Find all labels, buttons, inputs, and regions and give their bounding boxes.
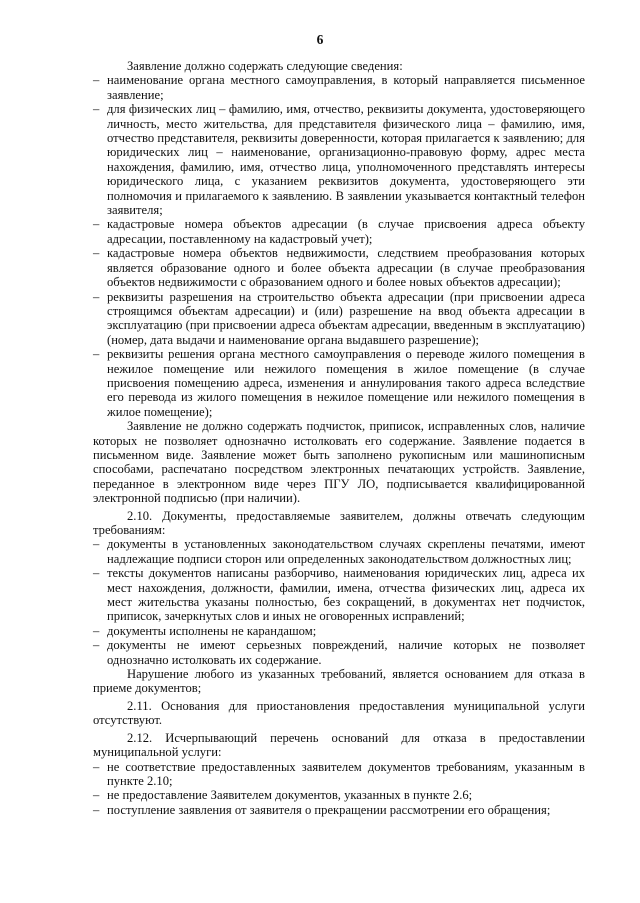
list-item [93, 246, 585, 289]
list-item-text: не предоставление Заявителем документов, указанных в пункте 2.6; [107, 788, 473, 803]
list-item [93, 102, 585, 217]
violation-paragraph: Нарушение любого из указанных требований, является основанием для отказа в приеме документов; [93, 667, 585, 696]
refusal-grounds-list [93, 760, 585, 818]
list-item [93, 788, 585, 802]
dash-bullet: – [93, 566, 100, 581]
list-item [93, 624, 585, 638]
list-item-text: реквизиты решения органа местного самоуправления о переводе жилого помещения в нежилое помещение или нежилого помещения в жилое помещение (в случае присвоения помещению адреса, изменения и аннулирования такого адреса вследствие его перевода из жилого помещения в нежилое помещение или нежилого помещения в жилое помещение); [107, 347, 585, 419]
dash-bullet: – [93, 102, 100, 117]
dash-bullet: – [93, 73, 100, 88]
list-item [93, 566, 585, 624]
dash-bullet: – [93, 537, 100, 552]
list-item [93, 638, 585, 667]
list-item [93, 290, 585, 348]
list-item-text: кадастровые номера объектов недвижимости, следствием преобразования которых является образование одного и более объекта адресации (в случае преобразования объектов недвижимости с образованием одного и более новых объектов адресации); [107, 246, 585, 290]
dash-bullet: – [93, 638, 100, 653]
no-erasures-paragraph: Заявление не должно содержать подчисток, приписок, исправленных слов, наличие которых не позволяет однозначно истолковать его содержание. Заявление подается в письменном виде. Заявление может быть заполнено рукописным или машинописным способами, распечатано посредством электронных печатающих устройств. Заявление, переданное в электронном виде через ПГУ ЛО, подписывается квалифицированной электронной подписью (при наличии). [93, 419, 585, 506]
list-item-text: тексты документов написаны разборчиво, наименования юридических лиц, адреса их мест нахождения, должности, фамилии, имена, отчества физических лиц, адреса их мест жительства указаны полностью, без сокращений, в документах нет подчисток, приписок, зачеркнутых слов и иных не оговоренных исправлений; [107, 566, 585, 624]
list-item-text: поступление заявления от заявителя о прекращении рассмотрении его обращения; [107, 802, 551, 817]
dash-bullet: – [93, 246, 100, 261]
list-item [93, 537, 585, 566]
list-item-text: кадастровые номера объектов адресации (в случае присвоения адреса объекту адресации, поставленному на кадастровый учет); [107, 217, 585, 246]
intro-paragraph: Заявление должно содержать следующие сведения: [127, 59, 403, 73]
dash-bullet: – [93, 802, 100, 817]
required-info-list [93, 73, 585, 419]
dash-bullet: – [93, 217, 100, 232]
list-item-text: для физических лиц – фамилию, имя, отчество, реквизиты документа, удостоверяющего личность, место жительства, для представителя физического лица – фамилию, имя, отчество представителя, реквизиты доверенности, которая прилагается к заявлению; для юридических лиц – наименование, организационно-правовую форму, адрес места нахождения, фамилию, имя, отчество лица, уполномоченного представлять интересы юридического лица, с указанием реквизитов документа, удостоверяющего эти полномочия и прилагаемого к заявлению. В заявлении указывается контактный телефон заявителя; [107, 102, 585, 218]
section-2-12-paragraph: 2.12. Исчерпывающий перечень оснований для отказа в предоставлении муниципальной услуги: [93, 730, 585, 760]
document-requirements-list [93, 537, 585, 667]
list-item-text: реквизиты разрешения на строительство объекта адресации (при присвоении адреса строящимся объектам адресации) и (или) разрешение на ввод объекта адресации в эксплуатацию (при присвоении адреса объектам адресации, введенным в эксплуатацию) (номер, дата выдачи и наименование органа выдавшего разрешение); [107, 289, 585, 347]
section-2-10-paragraph: 2.10. Документы, предоставляемые заявителем, должны отвечать следующим требованиям: [93, 508, 585, 537]
list-item-text: наименование органа местного самоуправления, в который направляется письменное заявление; [107, 73, 585, 102]
document-body [93, 59, 585, 817]
list-item [93, 73, 585, 102]
list-item [93, 217, 585, 246]
list-item [93, 760, 585, 789]
dash-bullet: – [93, 759, 100, 774]
list-item [93, 347, 585, 419]
dash-bullet: – [93, 788, 100, 803]
list-item-text: документы не имеют серьезных повреждений, наличие которых не позволяет однозначно истолковать их содержание. [107, 638, 585, 667]
list-item-text: документы в установленных законодательством случаях скреплены печатями, имеют надлежащие подписи сторон или определенных законодательством должностных лиц; [107, 537, 585, 566]
list-item-text: не соответствие предоставленных заявителем документов требованиям, указанным в пункте 2.10; [107, 759, 585, 788]
list-item [93, 803, 585, 817]
dash-bullet: – [93, 347, 100, 362]
section-2-11-paragraph: 2.11. Основания для приостановления предоставления муниципальной услуги отсутствуют. [93, 698, 585, 728]
list-item-text: документы исполнены не карандашом; [107, 623, 317, 638]
dash-bullet: – [93, 289, 100, 304]
dash-bullet: – [93, 623, 100, 638]
page-number: 6 [316, 32, 324, 47]
